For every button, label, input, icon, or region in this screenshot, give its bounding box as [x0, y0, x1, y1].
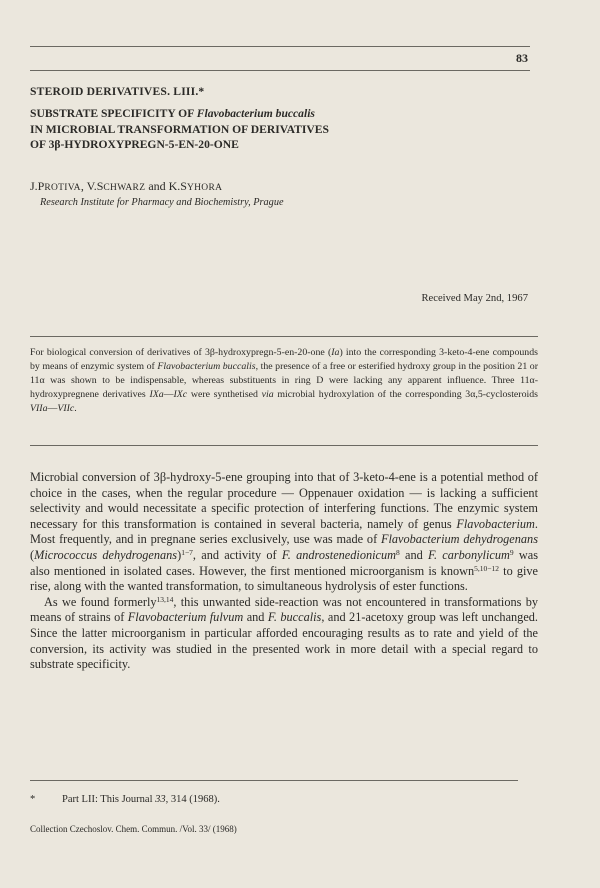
page-number: 83 — [516, 51, 528, 65]
paragraph-1: Microbial conversion of 3β-hydroxy-5-ene grouping into that of 3-keto-4-ene is a potential method of choice in the cases, when the regular procedure — Oppenauer oxidation — is lacking a sufficient selectivity and would necessitate a specific protection of interfering functions. The enzymic system necessary for this transformation is contained in several bacteria, namely of genus Flavobacterium. Most frequently, and in pregnane series exclusively, use was made of Flavobacterium dehydrogenans (Micrococcus dehydrogenans)$^{1-7}$, and activity of F. androstenedionicum$^8$ and F. carbonylicum$^9$ was also mentioned in isolated cases. However, the first mentioned microorganism is known$^{5,10-12}$ to give rise, along with the wanted transformation, to simultaneous hydrolysis of ester functions. — [30, 470, 539, 594]
abstract-bottom-rule — [30, 445, 538, 446]
footnote: * Part LII: This Journal 33, 314 (1968). — [30, 794, 220, 805]
abstract-top-rule — [30, 336, 538, 337]
body-text — [30, 470, 538, 673]
footnote-rule — [30, 780, 518, 781]
received-date: Received May 2nd, 1967 — [421, 293, 528, 304]
journal-footer: Collection Czechoslov. Chem. Commun. /Vol. 33/ (1968) — [30, 824, 237, 834]
article-title: STEROID DERIVATIVES. LIII.* — [30, 85, 205, 98]
subtitle-line-3: OF 3β-HYDROXYPREGN-5-EN-20-ONE — [30, 138, 239, 151]
header-rule — [30, 46, 530, 47]
affiliation: Research Institute for Pharmacy and Biochemistry, Prague — [40, 197, 284, 208]
paragraph-2: As we found formerly$^{13,14}$, this unwanted side-reaction was not encountered in transformations by means of strains of Flavobacterium fulvum and F. buccalis, and 21-acetoxy group was left unchanged. Since the latter microorganism in particular afforded encouraging results as to rate and yield of the conversion, its activity was studied in the presented work in more detail with a special regard to substrate specificity. — [30, 594, 538, 672]
header-rule-lower — [30, 70, 530, 71]
subtitle-organism: Flavobacterium buccalis — [196, 107, 315, 120]
article-subtitle — [30, 106, 550, 153]
subtitle-line-1: SUBSTRATE SPECIFICITY OF — [30, 107, 197, 120]
authors: J.PROTIVA, V.SCHWARZ and K.SYHORA — [30, 179, 223, 193]
abstract: For biological conversion of derivatives of 3β-hydroxypregn-5-en-20-one (Ia) into the corresponding 3-keto-4-ene compounds by means of enzymic system of Flavobacterium buccalis, the presence of a free or esterified hydroxy group in the position 21 or 11α was shown to be indispensable, whereas substituents in ring D were lacking any apparent influence. Three 11α-hydroxypregnene derivatives IXa—IXc were synthetised via microbial hydroxylation of the corresponding 3α,5-cyclosteroids VIIa—VIIc. — [30, 347, 539, 415]
subtitle-line-2: IN MICROBIAL TRANSFORMATION OF DERIVATIVES — [30, 122, 329, 136]
